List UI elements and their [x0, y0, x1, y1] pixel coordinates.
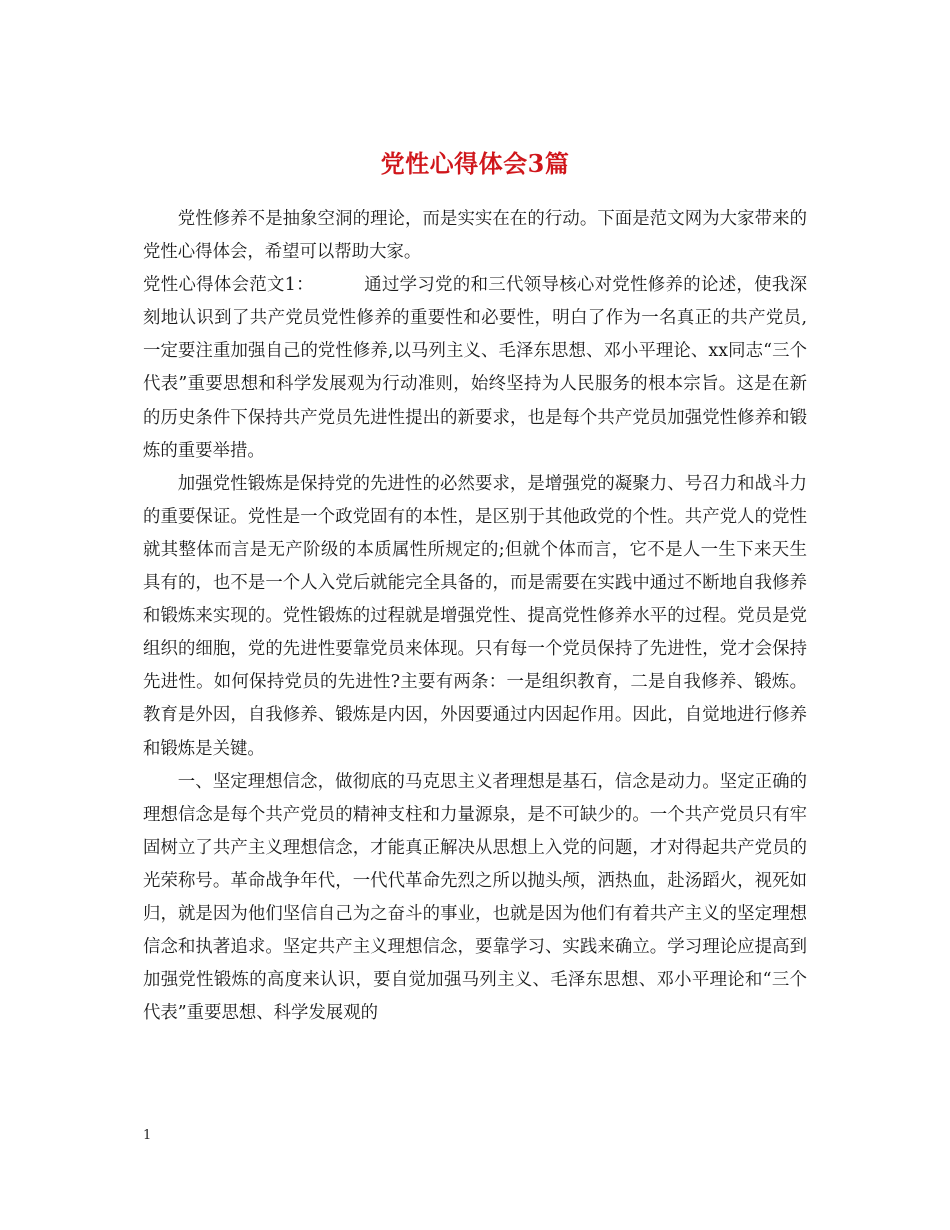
page-number: 1 [143, 1128, 152, 1143]
document-title: 党性心得体会3篇 [380, 149, 570, 179]
sample-first-paragraph: 通过学习党的和三代领导核心对党性修养的论述，使我深刻地认识到了共产党员党性修养的重要性和必要性，明白了作为一名真正的共产党员,一定要注重加强自己的党性修养,以马列主义、毛泽东思想、邓小平理论、xx同志“三个代表”重要思想和科学发展观为行动准则，始终坚持为人民服务的根本宗旨。这是在新的历史条件下保持共产党员先进性提出的新要求，也是每个共产党员加强党性修养和锻炼的重要举措。 [143, 275, 807, 461]
document-body [143, 203, 807, 1030]
sample-one-paragraph [143, 269, 807, 468]
paragraph-three: 一、坚定理想信念，做彻底的马克思主义者理想是基石，信念是动力。坚定正确的理想信念是每个共产党员的精神支柱和力量源泉，是不可缺少的。一个共产党员只有牢固树立了共产主义理想信念，才能真正解决从思想上入党的问题，才对得起共产党员的光荣称号。革命战争年代，一代代革命先烈之所以抛头颅，洒热血，赴汤蹈火，视死如归，就是因为他们坚信自己为之奋斗的事业，也就是因为他们有着共产主义的坚定理想信念和执著追求。坚定共产主义理想信念，要靠学习、实践来确立。学习理论应提高到加强党性锻炼的高度来认识，要自觉加强马列主义、毛泽东思想、邓小平理论和“三个代表”重要思想、科学发展观的 [143, 771, 807, 1024]
intro-paragraph: 党性修养不是抽象空洞的理论，而是实实在在的行动。下面是范文网为大家带来的党性心得体会，希望可以帮助大家。 [143, 209, 807, 263]
paragraph-two: 加强党性锻炼是保持党的先进性的必然要求，是增强党的凝聚力、号召力和战斗力的重要保证。党性是一个政党固有的本性，是区别于其他政党的个性。共产党人的党性就其整体而言是无产阶级的本质属性所规定的;但就个体而言，它不是人一生下来天生具有的，也不是一个人入党后就能完全具备的，而是需要在实践中通过不断地自我修养和锻炼来实现的。党性锻炼的过程就是增强党性、提高党性修养水平的过程。党员是党组织的细胞，党的先进性要靠党员来体现。只有每一个党员保持了先进性，党才会保持先进性。如何保持党员的先进性?主要有两条：一是组织教育，二是自我修养、锻炼。教育是外因，自我修养、锻炼是内因，外因要通过内因起作用。因此，自觉地进行修养和锻炼是关键。 [143, 473, 807, 759]
sample-label: 党性心得体会范文1： [143, 275, 314, 296]
